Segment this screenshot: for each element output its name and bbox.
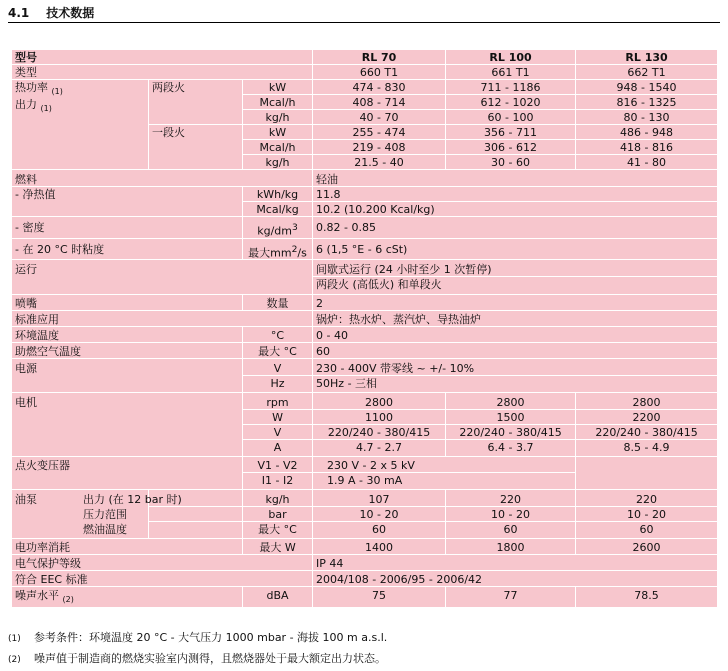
pump-sub-label: 压力范围 — [149, 507, 243, 522]
footnote-mark: (1) — [8, 634, 21, 644]
cell: 220/240 - 380/415 — [313, 425, 446, 440]
table-row-fuel — [12, 170, 718, 187]
table-row-pump — [12, 490, 718, 507]
cell: 50Hz - 三相 — [313, 376, 718, 393]
model-label: 型号 — [12, 50, 313, 65]
table-row-pump — [12, 507, 718, 522]
cell: 219 - 408 — [313, 140, 446, 155]
cell: 306 - 612 — [446, 140, 576, 155]
unit: Mcal/h — [243, 140, 313, 155]
cell: 间歇式运行 (24 小时至少 1 次暂停) — [313, 260, 718, 277]
table-row-comb-air — [12, 343, 718, 359]
unit: bar — [243, 507, 313, 522]
pump-sub-label: 燃油温度 — [149, 522, 243, 539]
unit: V — [243, 425, 313, 440]
cell: 230 - 400V 带零线 ~ +/- 10% — [313, 359, 718, 376]
row-label: 噪声水平 $_{(2)}$ — [12, 587, 243, 607]
cell: 40 - 70 — [313, 110, 446, 125]
unit: kg/h — [243, 490, 313, 507]
cell: 10 - 20 — [313, 507, 446, 522]
table-row-ignition — [12, 457, 718, 473]
unit: °C — [243, 327, 313, 343]
cell: 662 T1 — [576, 65, 718, 80]
cell: 75 — [313, 587, 446, 607]
row-label: 电机 — [12, 393, 243, 457]
unit: kWh/kg — [243, 187, 313, 202]
unit: 最大 °C — [243, 343, 313, 359]
table-row-type — [12, 65, 718, 80]
cell: 30 - 60 — [446, 155, 576, 170]
table-row-application — [12, 311, 718, 327]
table-row-protection — [12, 555, 718, 571]
table-row-viscosity — [12, 239, 718, 261]
cell: 0 - 40 — [313, 327, 718, 343]
cell: 220/240 - 380/415 — [446, 425, 576, 440]
cell: 60 — [313, 522, 446, 539]
unit: kg/h — [243, 110, 313, 125]
cell: 4.7 - 2.7 — [313, 440, 446, 457]
cell: 2 — [313, 295, 718, 311]
cell: 255 - 474 — [313, 125, 446, 140]
unit: V1 - V2 — [243, 457, 313, 473]
row-label: 点火变压器 — [12, 457, 243, 490]
two-stage-label: 两段火 — [149, 80, 243, 125]
row-label: 燃料 — [12, 170, 313, 187]
unit: kg/h — [243, 155, 313, 170]
cell: 41 - 80 — [576, 155, 718, 170]
cell: 21.5 - 40 — [313, 155, 446, 170]
footnote-1 — [8, 629, 387, 645]
cell: 612 - 1020 — [446, 95, 576, 110]
unit: 数量 — [243, 295, 313, 311]
cell: 474 - 830 — [313, 80, 446, 95]
unit: $kg/dm^3$ — [243, 217, 313, 239]
cell: 107 — [313, 490, 446, 507]
footnote-mark: (2) — [8, 655, 21, 665]
cell: 60 - 100 — [446, 110, 576, 125]
unit: 最大 W — [243, 539, 313, 555]
row-label: - 密度 — [12, 217, 243, 239]
unit: Hz — [243, 376, 313, 393]
table-row-noise — [12, 587, 718, 607]
model-rl130: RL 130 — [576, 50, 718, 65]
one-stage-label: 一段火 — [149, 125, 243, 170]
row-label: 电气保护等级 — [12, 555, 313, 571]
unit: A — [243, 440, 313, 457]
footnote-2 — [8, 650, 386, 666]
cell: 78.5 — [576, 587, 718, 607]
model-rl70: RL 70 — [313, 50, 446, 65]
table-row-power-supply — [12, 359, 718, 376]
table-row-nozzles — [12, 295, 718, 311]
cell: 80 - 130 — [576, 110, 718, 125]
cell: 486 - 948 — [576, 125, 718, 140]
row-label: - 净热值 — [12, 187, 243, 217]
cell: 220 — [446, 490, 576, 507]
cell: 60 — [313, 343, 718, 359]
pump-sub-label: 出力 (在 12 bar 时) — [149, 490, 243, 507]
unit: 最大$mm^2/s$ — [243, 239, 313, 261]
cell: 2800 — [446, 393, 576, 410]
unit: Mcal/h — [243, 95, 313, 110]
footnote-text: 参考条件：环境温度 20 °C - 大气压力 1000 mbar - 海拔 100 m a.s.l. — [34, 631, 388, 644]
cell: 408 - 714 — [313, 95, 446, 110]
unit: 最大 °C — [243, 522, 313, 539]
unit: rpm — [243, 393, 313, 410]
cell: 10.2 (10.200 Kcal/kg) — [313, 202, 718, 217]
cell: 660 T1 — [313, 65, 446, 80]
table-row-eec — [12, 571, 718, 587]
cell: 230 V - 2 x 5 kV — [313, 457, 576, 473]
cell: 1500 — [446, 410, 576, 425]
table-row-net-heat — [12, 187, 718, 202]
footnote-text: 噪声值于制造商的燃烧实验室内测得，且燃烧器处于最大额定出力状态。 — [34, 652, 386, 665]
row-label: 电功率消耗 — [12, 539, 243, 555]
row-label: 运行 — [12, 260, 313, 295]
cell-empty — [576, 457, 718, 490]
cell: 1100 — [313, 410, 446, 425]
table-row-ambient — [12, 327, 718, 343]
cell: 661 T1 — [446, 65, 576, 80]
cell: 6 (1,5 °E - 6 cSt) — [313, 239, 718, 261]
row-label: 喷嘴 — [12, 295, 243, 311]
cell: 418 - 816 — [576, 140, 718, 155]
table-row-header — [12, 50, 718, 65]
cell: 2800 — [576, 393, 718, 410]
unit: dBA — [243, 587, 313, 607]
table-row-operation — [12, 260, 718, 277]
cell: 2200 — [576, 410, 718, 425]
cell: 6.4 - 3.7 — [446, 440, 576, 457]
cell: 220/240 - 380/415 — [576, 425, 718, 440]
thermal-label: 热功率 $_{(1)}$ 出力 $_{(1)}$ — [12, 80, 149, 170]
row-label: 电源 — [12, 359, 243, 393]
row-label: 助燃空气温度 — [12, 343, 243, 359]
cell: 2800 — [313, 393, 446, 410]
cell: 10 - 20 — [576, 507, 718, 522]
table-row-power-consumption — [12, 539, 718, 555]
cell: 两段火 (高低火) 和单段火 — [313, 277, 718, 295]
cell: 轻油 — [313, 170, 718, 187]
unit: W — [243, 410, 313, 425]
unit: kW — [243, 80, 313, 95]
unit: Mcal/kg — [243, 202, 313, 217]
row-label: 符合 EEC 标准 — [12, 571, 313, 587]
cell: 60 — [576, 522, 718, 539]
cell: 60 — [446, 522, 576, 539]
cell: 0.82 - 0.85 — [313, 217, 718, 239]
section-number: 4.1 — [8, 6, 30, 20]
row-label: 油泵 — [12, 490, 149, 539]
cell: IP 44 — [313, 555, 718, 571]
row-label: 环境温度 — [12, 327, 243, 343]
model-rl100: RL 100 — [446, 50, 576, 65]
cell: 356 - 711 — [446, 125, 576, 140]
cell: 816 - 1325 — [576, 95, 718, 110]
unit: kW — [243, 125, 313, 140]
unit: I1 - I2 — [243, 473, 313, 490]
cell: 11.8 — [313, 187, 718, 202]
cell: 8.5 - 4.9 — [576, 440, 718, 457]
table-row-thermal — [12, 80, 718, 95]
cell: 锅炉：热水炉、蒸汽炉、导热油炉 — [313, 311, 718, 327]
cell: 1.9 A - 30 mA — [313, 473, 576, 490]
table-row-density — [12, 217, 718, 239]
table-row-motor — [12, 393, 718, 410]
cell: 1400 — [313, 539, 446, 555]
cell: 220 — [576, 490, 718, 507]
cell: 2004/108 - 2006/95 - 2006/42 — [313, 571, 718, 587]
cell: 2600 — [576, 539, 718, 555]
cell: 711 - 1186 — [446, 80, 576, 95]
section-title: 技术数据 — [46, 6, 95, 20]
section-heading — [8, 4, 94, 21]
unit: V — [243, 359, 313, 376]
cell: 10 - 20 — [446, 507, 576, 522]
tech-data-table — [12, 50, 718, 608]
cell: 948 - 1540 — [576, 80, 718, 95]
cell: 77 — [446, 587, 576, 607]
heading-rule — [8, 22, 720, 23]
cell: 1800 — [446, 539, 576, 555]
row-label: 标准应用 — [12, 311, 313, 327]
row-label: - 在 20 °C 时粘度 — [12, 239, 243, 261]
row-label: 类型 — [12, 65, 313, 80]
